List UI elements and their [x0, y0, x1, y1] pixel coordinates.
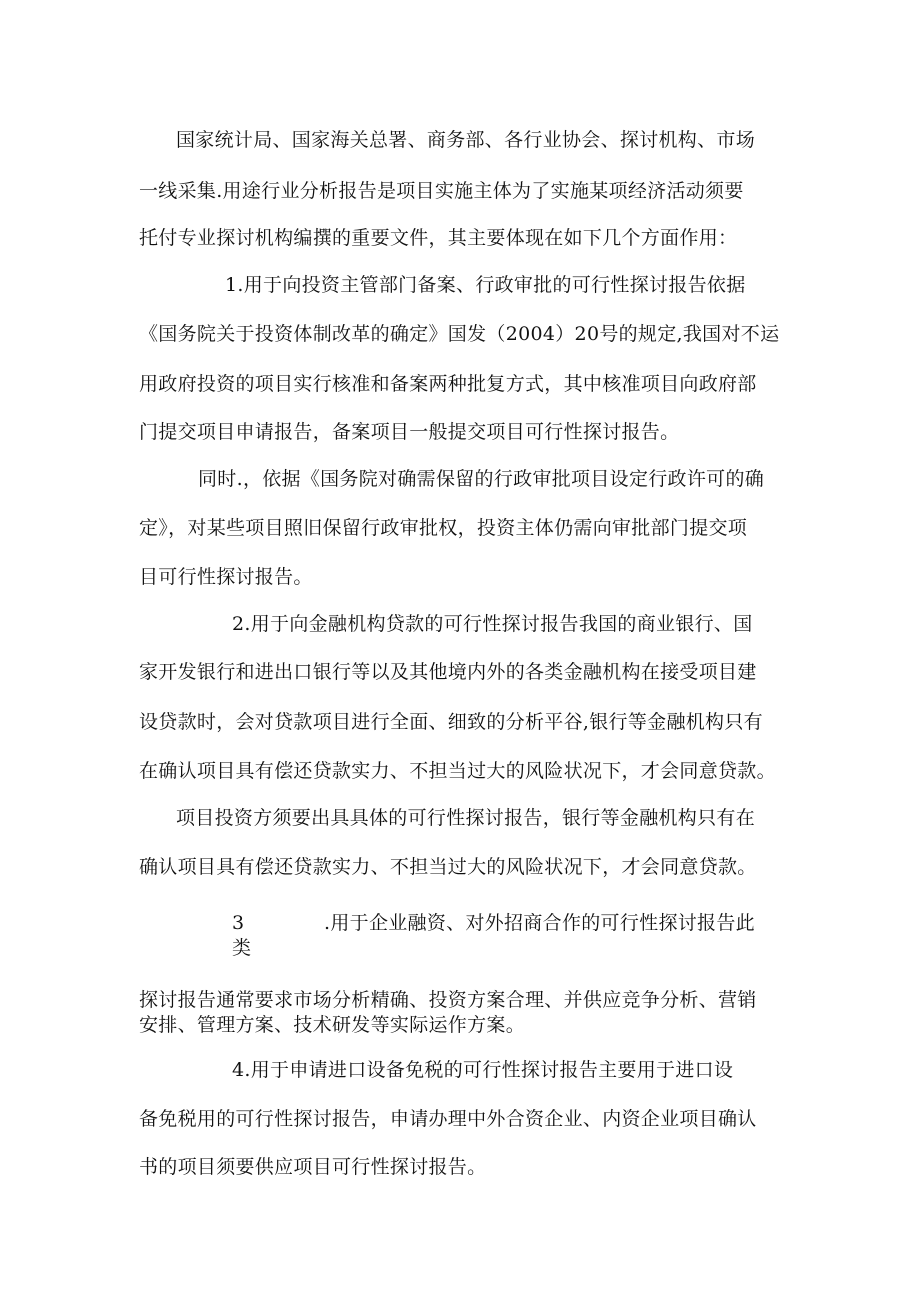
- text-line: 项目投资方须要出具具体的可行性探讨报告，银行等金融机构只有在: [176, 807, 756, 829]
- text-line: 定》，对某些项目照旧保留行政审批权，投资主体仍需向审批部门提交项: [139, 517, 748, 539]
- text-line: 门提交项目申请报告，备案项目一般提交项目可行性探讨报告。: [139, 421, 680, 443]
- text-line: 一线采集.用途行业分析报告是项目实施主体为了实施某项经济活动须要: [139, 180, 744, 202]
- text-line: 2.用于向金融机构贷款的可行性探讨报告我国的商业银行、国: [232, 613, 753, 635]
- text-line: 《国务院关于投资体制改革的确定》国发（2004）20号的规定,我国对不运: [139, 323, 780, 345]
- text-line: 安排、管理方案、技术研发等实际运作方案。: [139, 1014, 526, 1036]
- text-line: 书的项目须要供应项目可行性探讨报告。: [139, 1156, 487, 1178]
- text-line: 确认项目具有偿还贷款实力、不担当过大的风险状况下，才会同意贷款。: [139, 856, 757, 878]
- text-line: 设贷款时，会对贷款项目进行全面、细致的分析平谷,银行等金融机构只有: [139, 711, 763, 733]
- text-line: 1.用于向投资主管部门备案、行政审批的可行性探讨报告依据: [225, 274, 746, 296]
- text-line: 备免税用的可行性探讨报告，申请办理中外合资企业、内资企业项目确认: [139, 1108, 757, 1130]
- text-line: 同时.，依据《国务院对确需保留的行政审批项目设定行政许可的确: [198, 468, 765, 490]
- text-line: 4.用于申请进口设备免税的可行性探讨报告主要用于进口设: [232, 1059, 734, 1081]
- text-line: 用政府投资的项目实行核准和备案两种批复方式，其中核准项目向政府部: [139, 373, 757, 395]
- text-line: 托付专业探讨机构编撰的重要文件，其主要体现在如下几个方面作用：: [139, 227, 738, 249]
- text-line: 国家统计局、国家海关总署、商务部、各行业协会、探讨机构、市场: [176, 129, 756, 151]
- text-line: .用于企业融资、对外招商合作的可行性探讨报告此: [324, 912, 755, 934]
- text-line: 家开发银行和进出口银行等以及其他境内外的各类金融机构在接受项目建: [139, 661, 757, 683]
- section-number: 3: [232, 912, 245, 934]
- text-line: 在确认项目具有偿还贷款实力、不担当过大的风险状况下，才会同意贷款。: [139, 760, 776, 782]
- text-line: 探讨报告通常要求市场分析精确、投资方案合理、并供应竞争分析、营销: [139, 989, 757, 1011]
- text-line: 类: [232, 937, 252, 959]
- text-line: 目可行性探讨报告。: [139, 566, 313, 588]
